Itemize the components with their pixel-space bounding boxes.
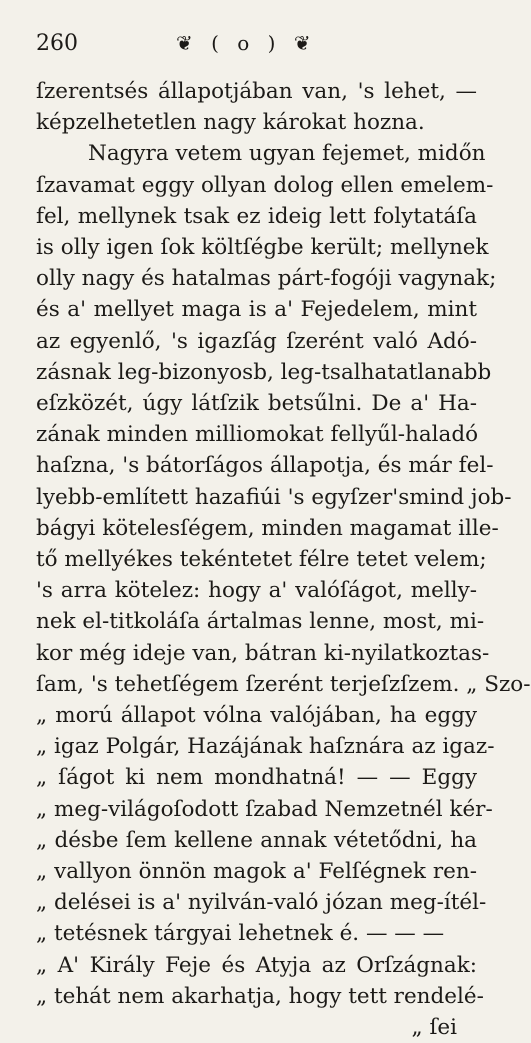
text-line: fel, mellynek tsak ez ideig lett folytatáſa (36, 203, 477, 229)
body-text (36, 76, 531, 1043)
text-line: lyebb-említett hazafiúi 's egyſzer'smind job- (36, 484, 512, 510)
text-line: ſzavamat eggy ollyan dolog ellen emelem- (36, 172, 494, 198)
text-line: 's arra kötelez: hogy a' valóſágot, melly- (36, 578, 477, 604)
text-line: „ tetésnek tárgyai lehetnek é. — — — (36, 921, 445, 947)
text-line: „ meg-világoſodott ſzabad Nemzetnél kér- (36, 796, 493, 822)
text-line: Nagyra vetem ugyan fejemet, midőn (88, 141, 486, 167)
text-line: „ morú állapot vólna valójában, ha eggy (36, 703, 477, 729)
text-line: bágyi kötelesſégem, minden magamat ille- (36, 515, 499, 541)
text-line: „ ſágot ki nem mondhatná! — — Eggy (36, 765, 477, 791)
text-line: eſzközét, úgy látſzik betsűlni. De a' Ha- (36, 391, 477, 417)
text-line: kor még ideje van, bátran ki-nyilatkoztas- (36, 640, 490, 666)
text-line: tő mellyékes tekéntetet félre tetet velem; (36, 547, 487, 573)
text-line: ſzerentsés állapotjában van, 's lehet, — (36, 79, 477, 104)
catchword: „ ſei (411, 1015, 457, 1041)
text-line: képzelhetetlen nagy károkat hozna. (36, 110, 425, 136)
text-line: „ tehát nem akarhatja, hogy tett rendelé- (36, 983, 484, 1009)
text-line: az egyenlő, 's igazſág ſzerént való Adó- (36, 328, 477, 354)
text-line: zának minden milliomokat fellyűl-haladó (36, 422, 479, 448)
text-line: „ A' Király Feje és Atyja az Orſzágnak: (36, 952, 477, 978)
text-line: nek el-titkoláſa ártalmas lenne, most, mi- (36, 609, 485, 635)
header-ornament: ❦ ( o ) ❦ (176, 31, 317, 55)
text-line: olly nagy és hatalmas párt-fogóji vagynak; (36, 266, 497, 292)
text-line: is olly igen ſok költſégbe került; mellynek (36, 235, 489, 261)
text-line: zásnak leg-bizonyosb, leg-tsalhatatlanabb (36, 359, 492, 385)
text-line: „ igaz Polgár, Hazájának haſznára az igaz- (36, 734, 495, 760)
text-line: „ vallyon önnön magok a' Felſégnek ren- (36, 859, 477, 885)
text-line: ſam, 's tehetſégem ſzerént terjeſzſzem. „ Szo- (36, 671, 531, 697)
text-line: „ désbe ſem kellene annak vétetődni, ha (36, 827, 477, 853)
text-line: haſzna, 's bátorſágos állapotja, és már fel- (36, 453, 494, 479)
text-line: és a' mellyet maga is a' Fejedelem, mint (36, 297, 477, 323)
text-line: „ delései is a' nyilván-való józan meg-ítél- (36, 890, 487, 916)
page-number: 260 (36, 30, 78, 56)
page-header (36, 28, 477, 58)
